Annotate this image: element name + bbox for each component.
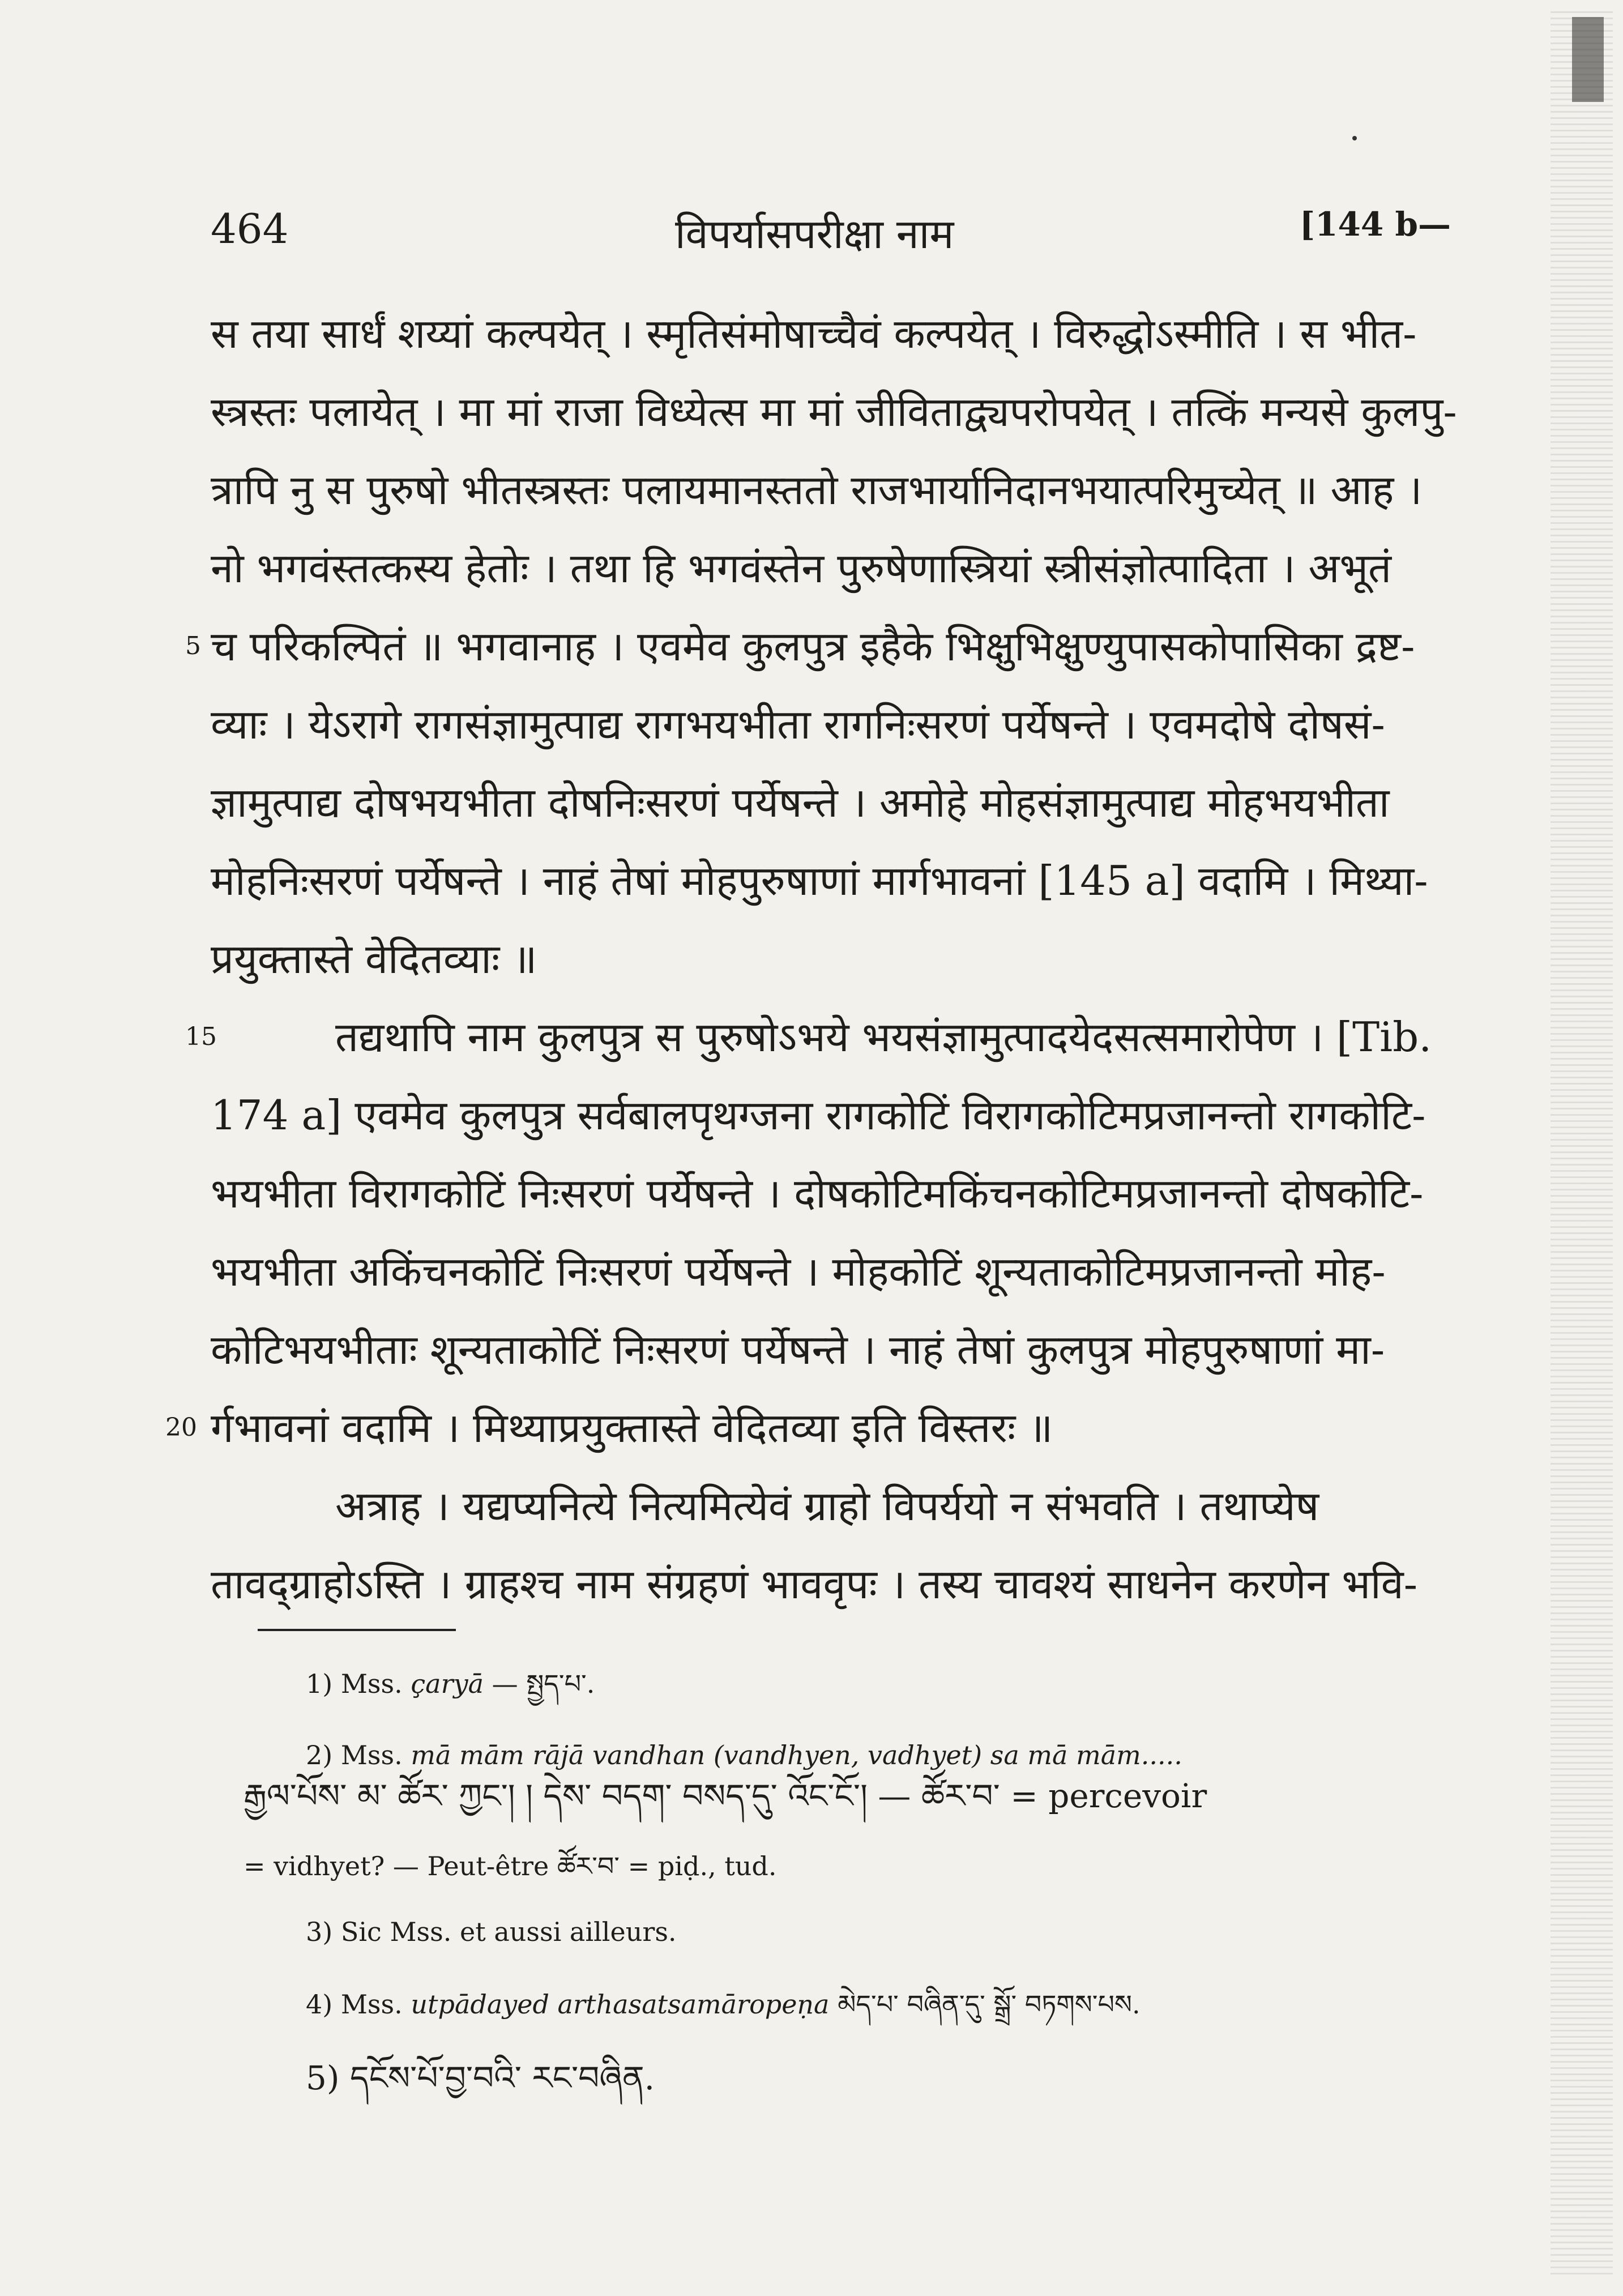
line-text: भयभीता अकिंचनकोटिं निःसरणं पर्येषन्ते । मोहकोटिं शून्यताकोटिमप्रजानन्तो मोह- (211, 1248, 1386, 1295)
scan-edge-noise (1551, 11, 1613, 2277)
footnote-label: 1) Mss. (306, 1668, 403, 1699)
line-text: नो भगवंस्तत्कस्य हेतोः । तथा हि भगवंस्तेन पुरुषेणास्त्रियां स्त्रीसंज्ञोत्पादिता । अभूतं (211, 544, 1392, 592)
page-number: 464 (211, 205, 289, 253)
footnote-label: 2) Mss. (306, 1740, 403, 1770)
text-line (211, 920, 1451, 998)
text-line (211, 1232, 1451, 1311)
line-text: स तया सार्धं शय्यां कल्पयेत् । स्मृतिसंमोषाच्चैवं कल्पयेत् । विरुद्धोऽस्मीति । स भीत- (211, 310, 1417, 357)
text-line (185, 607, 1451, 685)
text-line (211, 1076, 1451, 1154)
footnote-2-tibetan: རྒྱལ་པོས་ མ་ ཚོར་ ཀྱང་། ། དེས་ བདག་ བསད་དུ་ འོང་ངོ་། — ཚོར་བ་ = percevoir (244, 1777, 1207, 1815)
footnote-text: མེད་པ་ བཞིན་དུ་ སྒྲོ་ བཏགས་པས. (838, 1989, 1141, 2020)
text-line (211, 842, 1451, 920)
line-text: तद्यथापि नाम कुलपुत्र स पुरुषोऽभये भयसंज्ञामुत्पादयेदसत्समारोपेण । [Tib. (335, 1013, 1432, 1061)
text-line (211, 763, 1451, 842)
line-number: 15 (185, 1022, 217, 1051)
line-text: 174 a] एवमेव कुलपुत्र सर्वबालपृथग्जना रागकोटिं विरागकोटिमप्रजानन्तो रागकोटि- (211, 1091, 1426, 1139)
text-line (211, 1545, 1451, 1623)
line-text: त्रापि नु स पुरुषो भीतस्त्रस्तः पलायमानस्ततो राजभार्यानिदानभयात्परिमुच्येत् ॥ आह । (211, 466, 1423, 514)
text-line (211, 295, 1451, 373)
footnote-term: çaryā (411, 1668, 484, 1699)
line-number: 5 (185, 631, 201, 660)
folio-reference: [144 b— (1299, 205, 1451, 244)
text-line (165, 1389, 1451, 1467)
footnote-2-continuation: = vidhyet? — Peut-être ཚོར་བ་ = piḍ., tud. (244, 1851, 777, 1881)
text-line (211, 529, 1451, 607)
main-text (165, 295, 1457, 1623)
line-text: अत्राह । यद्यप्यनित्ये नित्यमित्येवं ग्राहो विपर्ययो न संभवति । तथाप्येष (335, 1482, 1319, 1530)
text-line (211, 685, 1451, 763)
text-line (211, 1311, 1451, 1389)
footnote-text: — སྤྱད་པ་. (492, 1668, 595, 1699)
footnote-3: 3) Sic Mss. et aussi ailleurs. (306, 1917, 677, 1947)
text-line (211, 451, 1451, 529)
text-line (185, 998, 1451, 1076)
footnote-label: 4) Mss. (306, 1989, 403, 2020)
line-text: कोटिभयभीताः शून्यताकोटिं निःसरणं पर्येषन्ते । नाहं तेषां कुलपुत्र मोहपुरुषाणां मा- (211, 1326, 1385, 1373)
page-header (211, 205, 1451, 267)
running-title: विपर्यासपरीक्षा नाम (675, 210, 954, 258)
line-text: मोहनिःसरणं पर्येषन्ते । नाहं तेषां मोहपुरुषाणां मार्गभावनां [145 a] वदामि । मिथ्या- (211, 857, 1428, 904)
footnote-5: 5) དངོས་པོ་བྱ་བའི་ རང་བཞིན. (306, 2059, 655, 2097)
footnote-2 (306, 1739, 1472, 1772)
line-text: च परिकल्पितं ॥ भगवानाह । एवमेव कुलपुत्र इहैके भिक्षुभिक्षुण्युपासकोपासिका द्रष्ट- (211, 622, 1415, 670)
scan-edge-mark (1572, 17, 1604, 102)
line-text: तावद्ग्राहोऽस्ति । ग्राहश्च नाम संग्रहणं भाववृपः । तस्य चावश्यं साधनेन करणेन भवि- (211, 1560, 1418, 1608)
line-text: व्याः । येऽरागे रागसंज्ञामुत्पाद्य रागभयभीता रागनिःसरणं पर्येषन्ते । एवमदोषे दोषसं- (211, 701, 1385, 748)
line-text: ज्ञामुत्पाद्य दोषभयभीता दोषनिःसरणं पर्येषन्ते । अमोहे मोहसंज्ञामुत्पाद्य मोहभयभीता (211, 779, 1390, 826)
footnote-4 (306, 1988, 1472, 2021)
footnotes (244, 1654, 1472, 2097)
scan-dot (1352, 136, 1357, 140)
text-line (211, 1467, 1451, 1545)
footnote-term: mā mām rājā vandhan (vandhyen, vadhyet) sa mā mām..... (411, 1740, 1182, 1770)
line-text: भयभीता विरागकोटिं निःसरणं पर्येषन्ते । दोषकोटिमकिंचनकोटिमप्रजानन्तो दोषकोटि- (211, 1170, 1424, 1217)
footnote-rule (258, 1629, 456, 1631)
line-text: स्त्रस्तः पलायेत् । मा मां राजा विध्येत्स मा मां जीविताद्व्यपरोपयेत् । तत्किं मन्यसे कुलपु- (211, 388, 1457, 436)
line-number: 20 (165, 1413, 197, 1442)
footnote-1 (306, 1667, 1472, 1700)
line-text: प्रयुक्तास्ते वेदितव्याः ॥ (211, 935, 537, 983)
text-line (211, 1154, 1451, 1232)
footnote-term: utpādayed arthasatsamāropeṇa (411, 1989, 830, 2020)
text-line (211, 373, 1457, 451)
line-text: र्गभावनां वदामि । मिथ्याप्रयुक्तास्ते वेदितव्या इति विस्तरः ॥ (211, 1404, 1053, 1452)
